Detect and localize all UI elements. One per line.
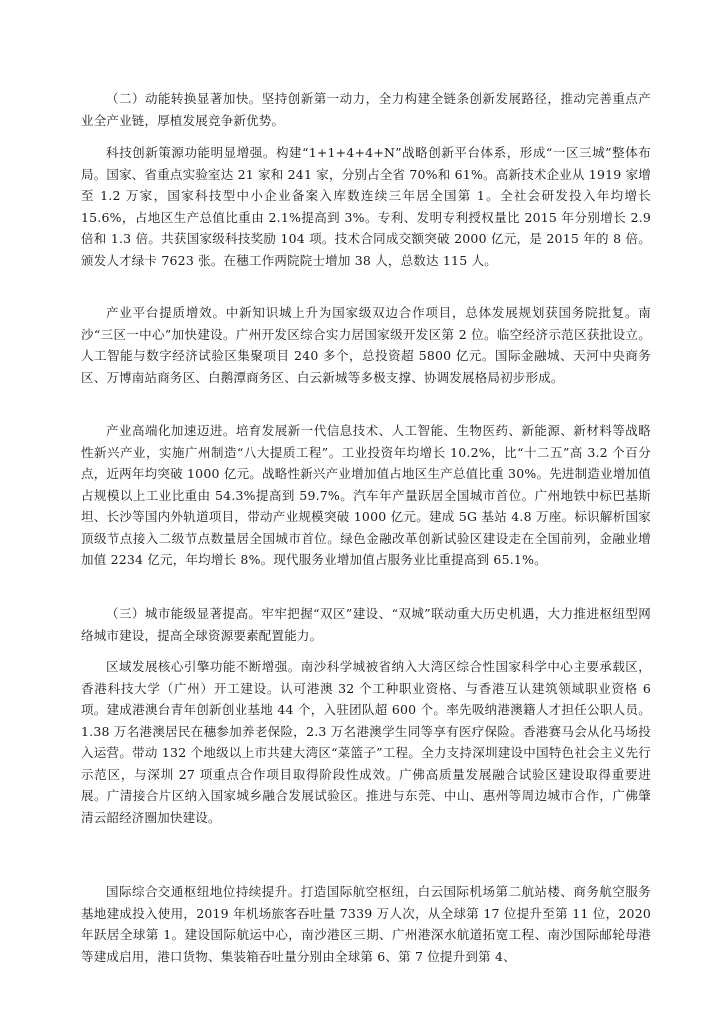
paragraph-transport-hub: 国际综合交通枢纽地位持续提升。打造国际航空枢纽，白云国际机场第二航站楼、商务航空服务基地建成投入使用，2019 年机场旅客吞吐量 7339 万人次，从全球第 17 位提升至第 11 位，2020 年跃居全球第 1。建设国际航运中心，南沙港区三期、广州港深水航道拓宽工程、南沙国际邮轮母港等建成启用，港口货物、集装箱吞吐量分别由全球第 6、第 7 位提升到第 4、	[81, 884, 651, 964]
paragraph-regional-engine: 区域发展核心引擎功能不断增强。南沙科学城被省纳入大湾区综合性国家科学中心主要承载区，香港科技大学（广州）开工建设。认可港澳 32 个工种职业资格、与香港互认建筑领域职业资格 6 项。建成港澳台青年创新创业基地 44 个，入驻团队超 600 个。率先吸纳港澳籍人才担任公职人员。1.38 万名港澳居民在穗参加养老保险，2.3 万名港澳学生同等享有医疗保险。香港赛马会从化马场投入运营。带动 132 个地级以上市共建大湾区“菜篮子”工程。全力支持深圳建设中国特色社会主义先行示范区，与深圳 27 项重点合作项目取得阶段性成效。广佛高质量发展融合试验区建设取得重要进展。广清接合片区纳入国家城乡融合发展试验区。推进与东莞、中山、惠州等周边城市合作，广佛肇清云韶经济圈加快建设。	[81, 659, 651, 825]
section-2-heading-paragraph: （二）动能转换显著加快。坚持创新第一动力，全力构建全链条创新发展路径，推动完善重点产业全产业链，厚植发展竞争新优势。	[81, 91, 651, 128]
paragraph-tech-innovation: 科技创新策源功能明显增强。构建“1+1+4+4+N”战略创新平台体系，形成“一区三城”整体布局。国家、省重点实验室达 21 家和 241 家，分别占全省 70%和 61%。高新技术企业从 1919 家增至 1.2 万家，国家科技型中小企业备案入库数连续三年居全国第 1。全社会研发投入年均增长 15.6%，占地区生产总值比重由 2.1%提高到 3%。专利、发明专利授权量比 2015 年分别增长 2.9 倍和 1.3 倍。共获国家级科技奖励 104 项。技术合同成交额突破 2000 亿元，是 2015 年的 8 倍。颁发人才绿卡 7623 张。在穗工作两院院士增加 38 人，总数达 115 人。	[81, 145, 651, 268]
paragraph-industrial-platforms: 产业平台提质增效。中新知识城上升为国家级双边合作项目，总体发展规划获国务院批复。南沙“三区一中心”加快建设。广州开发区综合实力居国家级开发区第 2 位。临空经济示范区获批设立。人工智能与数字经济试验区集聚项目 240 多个，总投资超 5800 亿元。国际金融城、天河中央商务区、万博南站商务区、白鹅潭商务区、白云新城等多极支撑、协调发展格局初步形成。	[81, 305, 651, 385]
section-3-heading-paragraph: （三）城市能级显著提高。牢牢把握“双区”建设、“双城”联动重大历史机遇，大力推进枢纽型网络城市建设，提高全球资源要素配置能力。	[81, 606, 651, 643]
paragraph-high-end-industry: 产业高端化加速迈进。培育发展新一代信息技术、人工智能、生物医药、新能源、新材料等战略性新兴产业，实施广州制造“八大提质工程”。工业投资年均增长 10.2%，比“十二五”高 3.2 个百分点，近两年均突破 1000 亿元。战略性新兴产业增加值占地区生产总值比重 30%。先进制造业增加值占规模以上工业比重由 54.3%提高到 59.7%。汽车年产量跃居全国城市首位。广州地铁中标巴基斯坦、长沙等国内外轨道项目，带动产业规模突破 1000 亿元。建成 5G 基站 4.8 万座。标识解析国家顶级节点接入二级节点数量居全国城市首位。绿色金融改革创新试验区建设走在全国前列，金融业增加值 2234 亿元，年均增长 8%。现代服务业增加值占服务业比重提高到 65.1%。	[81, 423, 651, 567]
